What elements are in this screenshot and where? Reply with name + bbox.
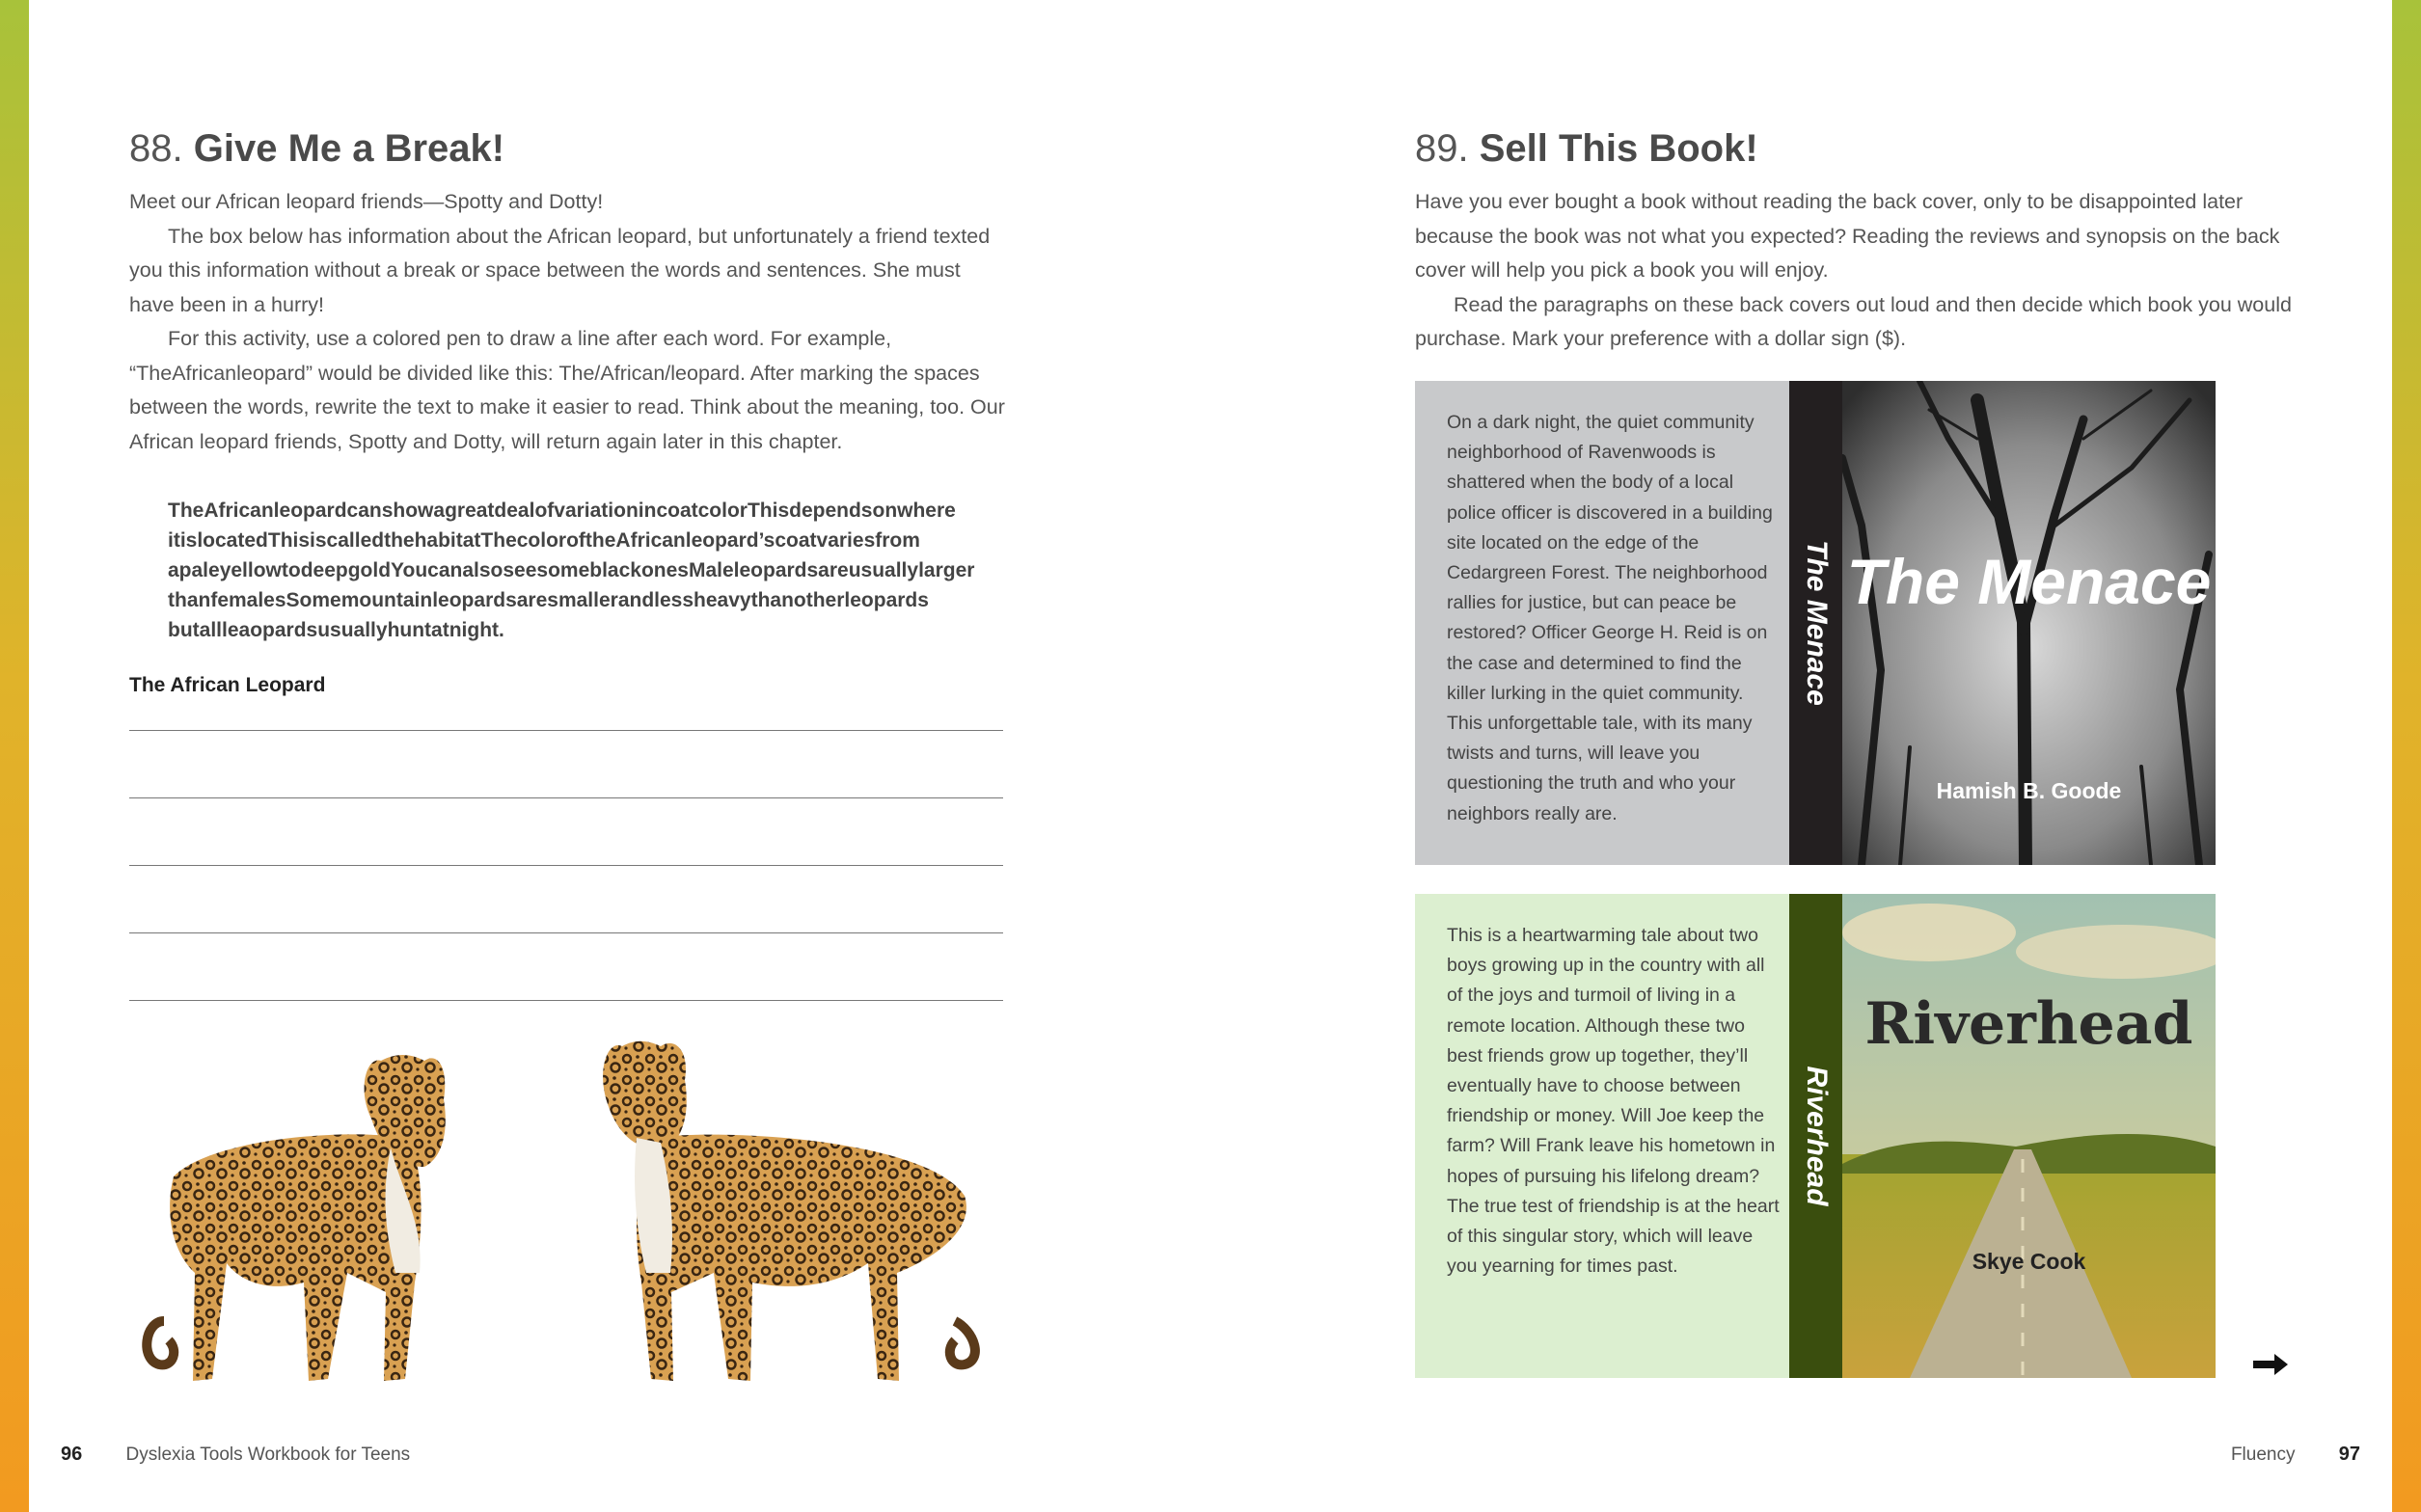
right-page-edge: [2392, 0, 2421, 1512]
back-cover-blurb: [1415, 381, 1789, 865]
book-the-menace[interactable]: [1415, 381, 2216, 865]
activity-89-heading: [1415, 125, 2312, 172]
writing-line[interactable]: [129, 1000, 1003, 1001]
cover-author: Hamish B. Goode: [1936, 778, 2122, 803]
chapter-title-footer: Fluency: [2230, 1444, 2296, 1465]
activity-title: Give Me a Break!: [193, 127, 505, 170]
cover-author: Skye Cook: [1972, 1249, 2086, 1274]
unspaced-line: butallleaopardsusuallyhuntatnight.: [168, 619, 504, 641]
writing-line[interactable]: [129, 865, 1003, 866]
book-riverhead[interactable]: [1415, 894, 2216, 1378]
activity-number: 89.: [1415, 127, 1469, 170]
instructions-paragraph-2: For this activity, use a colored pen to draw a line after each word. For example, “TheAfricanleopard” would be divided like this: The/African/leopard. After marking the spaces between the words, rewrite the text to make it easier to read. Think about the meaning, too. Our African leopard friends, Spotty and Dotty, will return again later in this chapter.: [129, 327, 1005, 453]
leopard-dotty: [603, 1041, 975, 1381]
cover-title: Riverhead: [1864, 990, 2193, 1058]
writing-line[interactable]: [129, 730, 1003, 731]
front-cover: [1842, 894, 2216, 1378]
book-spine: [1789, 381, 1842, 865]
instructions-paragraph: Read the paragraphs on these back covers out loud and then decide which book you would purchase. Mark your preference with a dollar sign ($).: [1415, 292, 2292, 350]
unspaced-text-box: [168, 496, 1007, 645]
activity-number: 88.: [129, 127, 183, 170]
activity-title: Sell This Book!: [1479, 127, 1758, 170]
book-title-footer: Dyslexia Tools Workbook for Teens: [125, 1444, 411, 1465]
writing-subhead: The African Leopard: [129, 674, 326, 696]
activity-89: [1415, 125, 2312, 357]
writing-line[interactable]: [129, 797, 1003, 798]
blurb-text: This is a heartwarming tale about two boys growing up in the country with all of the joys and turmoil of living in a remote location. Although these two best friends grow up together, they’ll eventually have to choose between friendship or money. Will Joe keep the farm? Will Frank leave his hometown in hopes of pursuing his lifelong dream? The true test of friendship is at the heart of this singular story, which will leave you yearning for times past.: [1447, 925, 1780, 1278]
intro-paragraph: Have you ever bought a book without reading the back cover, only to be disappointed later because the book was not what you expected? Reading the reviews and synopsis on the back cover will help you pick a book you will enjoy.: [1415, 190, 2280, 282]
instructions-paragraph-1: The box below has information about the African leopard, but unfortunately a friend texted you this information without a break or space between the words and sentences. She must have been in a hurry!: [129, 224, 991, 316]
arrow-right-icon[interactable]: [2253, 1353, 2288, 1376]
page-number-left: 96: [61, 1444, 83, 1465]
leopard-spotty: [147, 1055, 446, 1381]
spine-title: The Menace: [1800, 540, 1833, 706]
back-cover-blurb: [1415, 894, 1789, 1378]
leopard-illustration: [135, 1032, 1003, 1398]
footer-right: [2231, 1444, 2360, 1466]
spine-title: Riverhead: [1800, 1066, 1833, 1206]
activity-88-heading: [129, 125, 1007, 172]
cover-title: The Menace: [1846, 546, 2212, 617]
blurb-text: On a dark night, the quiet community neighborhood of Ravenwoods is shattered when the body of a local police officer is discovered in a building site located on the edge of the Cedargreen Forest. The neighborhood rallies for justice, but can peace be restored? Officer George H. Reid is on the case and determined to find the killer lurking in the quiet community. This unforgettable tale, with its many twists and turns, will leave you questioning the truth and who your neighbors really are.: [1447, 412, 1773, 824]
footer-left: [61, 1444, 410, 1466]
unspaced-line: TheAfricanleopardcanshowagreatdealofvariationincoatcolorThisdependsonwhere: [168, 500, 956, 522]
unspaced-line: thanfemalesSomemountainleopardsaresmallerandlessheavythanotherleopards: [168, 589, 929, 611]
writing-line[interactable]: [129, 932, 1003, 933]
activity-88: [129, 125, 1007, 1001]
front-cover: [1842, 381, 2216, 865]
unspaced-line: apaleyellowtodeepgoldYoucanalsoseesomeblackonesMaleleopardsareusuallylarger: [168, 559, 975, 581]
country-road-cover-art: [1842, 894, 2216, 1378]
intro-paragraph: Meet our African leopard friends—Spotty and Dotty!: [129, 190, 604, 213]
left-page-edge: [0, 0, 29, 1512]
book-spine: [1789, 894, 1842, 1378]
unspaced-line: itislocatedThisiscalledthehabitatThecoloroftheAfricanleopard’scoatvariesfrom: [168, 529, 920, 552]
page-number-right: 97: [2338, 1444, 2360, 1465]
